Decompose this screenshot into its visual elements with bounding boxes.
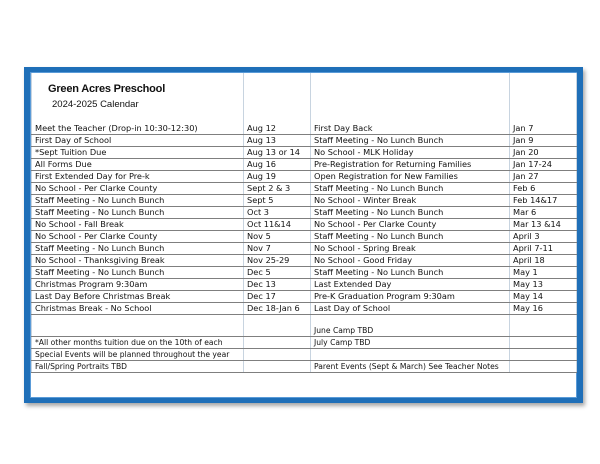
special-events-note: Special Events will be planned throughout the year <box>32 349 244 361</box>
right-date-cell: Jan 9 <box>510 135 577 147</box>
july-camp-note: July Camp TBD <box>311 337 510 349</box>
left-event-cell: Staff Meeting - No Lunch Bunch <box>32 195 244 207</box>
left-date-cell: Aug 16 <box>244 159 311 171</box>
left-event-cell: Christmas Program 9:30am <box>32 279 244 291</box>
right-date-cell: May 13 <box>510 279 577 291</box>
left-date-cell: Dec 18-Jan 6 <box>244 303 311 315</box>
left-event-cell: No School - Thanksgiving Break <box>32 255 244 267</box>
right-date-cell: May 14 <box>510 291 577 303</box>
calendar-row <box>32 243 577 255</box>
tuition-note: *All other months tuition due on the 10th of each <box>32 337 244 349</box>
left-event-cell: Christmas Break - No School <box>32 303 244 315</box>
school-title: Green Acres Preschool <box>32 73 244 95</box>
left-date-cell: Aug 12 <box>244 123 311 135</box>
right-date-cell: Jan 17-24 <box>510 159 577 171</box>
calendar-row <box>32 303 577 315</box>
right-event-cell: No School - Winter Break <box>311 195 510 207</box>
calendar-table <box>31 73 577 373</box>
left-event-cell: All Forms Due <box>32 159 244 171</box>
calendar-row <box>32 159 577 171</box>
calendar-year-title: 2024-2025 Calendar <box>32 95 244 113</box>
calendar-row <box>32 135 577 147</box>
calendar-row <box>32 219 577 231</box>
right-event-cell: No School - Good Friday <box>311 255 510 267</box>
calendar-sheet <box>30 72 577 398</box>
right-date-cell: Jan 20 <box>510 147 577 159</box>
left-event-cell: Staff Meeting - No Lunch Bunch <box>32 207 244 219</box>
right-event-cell: Staff Meeting - No Lunch Bunch <box>311 267 510 279</box>
right-date-cell: Feb 14&17 <box>510 195 577 207</box>
left-date-cell: Dec 17 <box>244 291 311 303</box>
right-event-cell: First Day Back <box>311 123 510 135</box>
calendar-row <box>32 123 577 135</box>
left-event-cell: *Sept Tuition Due <box>32 147 244 159</box>
right-event-cell: Staff Meeting - No Lunch Bunch <box>311 231 510 243</box>
portraits-note: Fall/Spring Portraits TBD <box>32 361 244 373</box>
calendar-row <box>32 171 577 183</box>
right-event-cell: Pre-Registration for Returning Families <box>311 159 510 171</box>
right-date-cell: Jan 27 <box>510 171 577 183</box>
left-date-cell: Dec 13 <box>244 279 311 291</box>
left-date-cell: Aug 13 <box>244 135 311 147</box>
left-date-cell: Dec 5 <box>244 267 311 279</box>
right-date-cell: Mar 6 <box>510 207 577 219</box>
left-event-cell: Staff Meeting - No Lunch Bunch <box>32 267 244 279</box>
right-event-cell: Staff Meeting - No Lunch Bunch <box>311 207 510 219</box>
right-event-cell: No School - MLK Holiday <box>311 147 510 159</box>
calendar-row <box>32 195 577 207</box>
left-date-cell: Oct 11&14 <box>244 219 311 231</box>
right-event-cell: Open Registration for New Families <box>311 171 510 183</box>
june-camp-note: June Camp TBD <box>311 325 510 337</box>
left-date-cell: Nov 25-29 <box>244 255 311 267</box>
right-event-cell: Pre-K Graduation Program 9:30am <box>311 291 510 303</box>
right-date-cell: Mar 13 &14 <box>510 219 577 231</box>
calendar-card <box>24 67 583 403</box>
left-event-cell: No School - Fall Break <box>32 219 244 231</box>
left-date-cell: Sept 2 & 3 <box>244 183 311 195</box>
right-date-cell: May 1 <box>510 267 577 279</box>
left-event-cell: No School - Per Clarke County <box>32 231 244 243</box>
right-date-cell: Jan 7 <box>510 123 577 135</box>
left-date-cell: Aug 13 or 14 <box>244 147 311 159</box>
left-date-cell: Oct 3 <box>244 207 311 219</box>
right-event-cell: No School - Per Clarke County <box>311 219 510 231</box>
right-date-cell: May 16 <box>510 303 577 315</box>
calendar-row <box>32 147 577 159</box>
right-date-cell: Feb 6 <box>510 183 577 195</box>
right-event-cell: Staff Meeting - No Lunch Bunch <box>311 183 510 195</box>
left-event-cell: Meet the Teacher (Drop-in 10:30-12:30) <box>32 123 244 135</box>
left-event-cell: First Day of School <box>32 135 244 147</box>
left-event-cell: Last Day Before Christmas Break <box>32 291 244 303</box>
right-event-cell: Last Day of School <box>311 303 510 315</box>
calendar-row <box>32 267 577 279</box>
calendar-row <box>32 231 577 243</box>
right-event-cell: Staff Meeting - No Lunch Bunch <box>311 135 510 147</box>
left-event-cell: First Extended Day for Pre-k <box>32 171 244 183</box>
calendar-row <box>32 291 577 303</box>
left-date-cell: Aug 19 <box>244 171 311 183</box>
left-event-cell: Staff Meeting - No Lunch Bunch <box>32 243 244 255</box>
calendar-row <box>32 183 577 195</box>
right-event-cell: Last Extended Day <box>311 279 510 291</box>
right-date-cell: April 3 <box>510 231 577 243</box>
calendar-row <box>32 279 577 291</box>
right-date-cell: April 18 <box>510 255 577 267</box>
calendar-row <box>32 207 577 219</box>
left-date-cell: Nov 5 <box>244 231 311 243</box>
left-date-cell: Nov 7 <box>244 243 311 255</box>
right-date-cell: April 7-11 <box>510 243 577 255</box>
left-event-cell: No School - Per Clarke County <box>32 183 244 195</box>
left-date-cell: Sept 5 <box>244 195 311 207</box>
right-event-cell: No School - Spring Break <box>311 243 510 255</box>
parent-events-note: Parent Events (Sept & March) See Teacher Notes <box>311 361 510 373</box>
calendar-row <box>32 255 577 267</box>
